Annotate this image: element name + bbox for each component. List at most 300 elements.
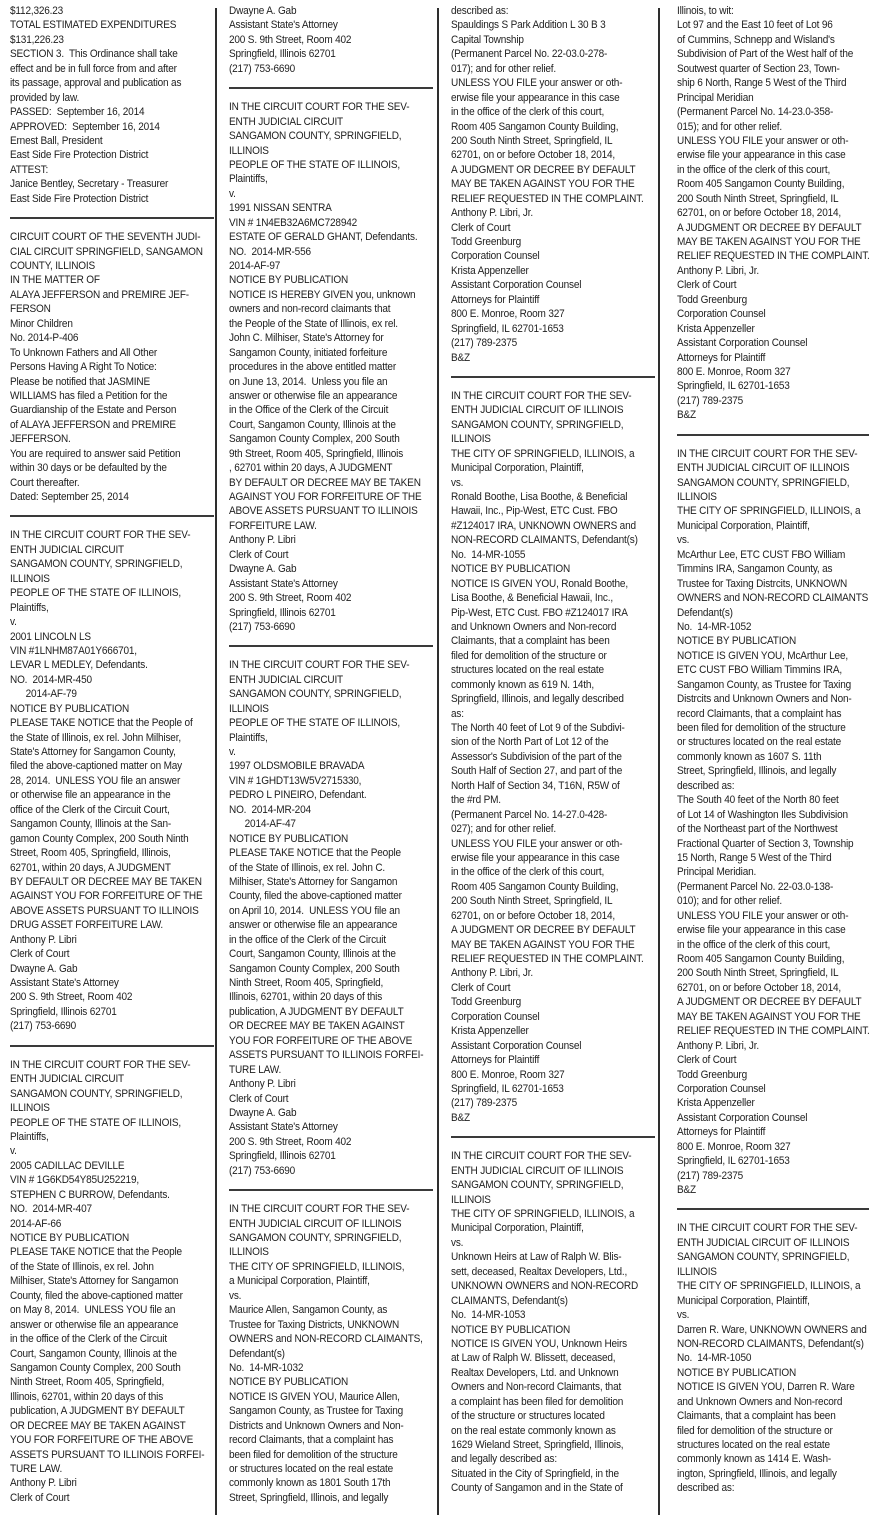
- notice-line: ILLINOIS: [229, 144, 269, 157]
- notice-line: ASSETS PURSUANT TO ILLINOIS FORFEI-: [10, 1448, 205, 1461]
- notice-line: 1997 OLDSMOBILE BRAVADA: [229, 760, 365, 773]
- notice-line: Municipal Corporation, Plaintiff,: [451, 1222, 584, 1235]
- notice-line: Springfield, Illinois 62701: [229, 1150, 336, 1163]
- notice-line: Defendant(s): [229, 1347, 285, 1360]
- notice-line: OR DECREE MAY BE TAKEN AGAINST: [229, 1020, 405, 1033]
- notice-line: 027); and for other relief.: [451, 823, 557, 836]
- notice-line: NOTICE BY PUBLICATION: [451, 1323, 571, 1336]
- notice-line: commonly known as 1801 South 17th: [229, 1477, 391, 1490]
- notice-line: 9th Street, Room 405, Springfield, Illinois: [229, 447, 404, 460]
- notice-line: of Cummins, Schnepp and Wisland's: [677, 33, 835, 46]
- notice-line: vs.: [677, 1309, 690, 1322]
- notice-line: RELIEF REQUESTED IN THE COMPLAINT.: [451, 192, 644, 205]
- notice-block: [451, 4, 657, 365]
- notice-line: Fractional Quarter of Section 3, Township: [677, 837, 854, 850]
- notice-line: ENTH JUDICIAL CIRCUIT: [10, 543, 125, 556]
- notice-line: Sangamon County, as Trustee for Taxing: [229, 1405, 404, 1418]
- notice-line: WILLIAMS has filed a Petition for the: [10, 389, 168, 402]
- notice-line: MAY BE TAKEN AGAINST YOU FOR THE: [451, 178, 635, 191]
- notice-line: Pip-West, ETC Cust. FBO #Z124017 IRA: [451, 606, 628, 619]
- notice-line: Assistant State's Attorney: [229, 19, 338, 32]
- notice-line: SANGAMON COUNTY, SPRINGFIELD,: [10, 558, 183, 571]
- notice-line: Soutwest quarter of Section 23, Town-: [677, 62, 840, 75]
- notice-line: ABOVE ASSETS PURSUANT TO ILLINOIS: [10, 904, 199, 917]
- notice-line: A JUDGMENT OR DECREE BY DEFAULT: [451, 163, 636, 176]
- notice-line: ATTEST:: [10, 163, 49, 176]
- notice-line: or otherwise file an appearance in the: [10, 789, 171, 802]
- notice-line: Sangamon County Complex, 200 South: [10, 1361, 181, 1374]
- notice-line: erwise file your appearance in this case: [677, 924, 846, 937]
- notice-line: $112,326.23: [10, 5, 64, 17]
- notice-line: Ronald Boothe, Lisa Boothe, & Beneficial: [451, 491, 628, 503]
- notice-line: Court, Sangamon County, Illinois at the: [10, 1347, 177, 1360]
- notice-line: sion of the North Part of Lot 12 of the: [451, 736, 609, 749]
- notice-line: PEOPLE OF THE STATE OF ILLINOIS,: [10, 587, 181, 600]
- notice-line: and legally described as:: [451, 1453, 557, 1466]
- notice-line: effect and be in full force from and after: [10, 62, 177, 75]
- notice-line: IN THE CIRCUIT COURT FOR THE SEV-: [677, 1222, 858, 1235]
- notice-block: [229, 658, 435, 1178]
- notice-line: OWNERS and NON-RECORD CLAIMANTS: [677, 592, 869, 605]
- notice-line: AGAINST YOU FOR FORFEITURE OF THE: [229, 491, 422, 503]
- notice-line: YOU FOR FORFEITURE OF THE ABOVE: [229, 1034, 413, 1047]
- notice-line: 28, 2014. UNLESS YOU file an answer: [10, 774, 181, 787]
- notice-line: BY DEFAULT OR DECREE MAY BE TAKEN: [10, 875, 202, 888]
- notice-line: Sangamon County Complex, 200 South: [229, 433, 400, 446]
- notice-line: filed for demolition of the structure or: [677, 1424, 833, 1437]
- notice-line: Please be notified that JASMINE: [10, 375, 150, 388]
- notice-line: Springfield, Illinois 62701: [229, 606, 336, 619]
- notice-line: Clerk of Court: [229, 1092, 289, 1105]
- notice-line: structures located on the real estate: [451, 664, 604, 677]
- notice-line: ILLINOIS: [229, 702, 269, 715]
- notice-line: Clerk of Court: [10, 1491, 70, 1504]
- notice-line: Subdivision of Part of the West half of the: [677, 48, 854, 61]
- notice-line: 200 South Ninth Street, Springfield, IL: [677, 967, 839, 980]
- notice-line: OWNERS and NON-RECORD CLAIMANTS,: [229, 1333, 423, 1346]
- notice-line: Anthony P. Libri, Jr.: [451, 967, 533, 980]
- notice-line: described as:: [677, 779, 735, 792]
- notice-line: Unknown Heirs at Law of Ralph W. Blis-: [451, 1251, 622, 1264]
- notice-line: v.: [10, 1145, 17, 1158]
- notice-line: Springfield, Illinois 62701: [229, 48, 336, 61]
- notice-line: Attorneys for Plaintiff: [677, 351, 766, 364]
- notice-line: Owners and Non-record Claimants, that: [451, 1381, 622, 1394]
- notice-line: Clerk of Court: [10, 948, 70, 961]
- column-divider-1: [215, 8, 217, 1515]
- notice-line: ENTH JUDICIAL CIRCUIT OF ILLINOIS: [677, 1236, 850, 1249]
- notice-line: YOU FOR FORFEITURE OF THE ABOVE: [10, 1434, 194, 1447]
- notice-line: Anthony P. Libri: [229, 1078, 296, 1091]
- notice-line: Milhiser, State's Attorney for Sangamon: [10, 1275, 179, 1288]
- notice-line: of ALAYA JEFFERSON and PREMIRE: [10, 418, 176, 431]
- notice-line: vs.: [677, 534, 690, 547]
- notice-line: NO. 2014-MR-204: [229, 803, 311, 816]
- notice-line: Spauldings S Park Addition L 30 B 3: [451, 19, 606, 32]
- notice-line: Maurice Allen, Sangamon County, as: [229, 1304, 388, 1317]
- notice-line: (217) 753-6690: [10, 1020, 77, 1033]
- notice-line: TOTAL ESTIMATED EXPENDITURES: [10, 19, 177, 32]
- notice-block: [229, 1202, 435, 1505]
- column-3: [451, 4, 657, 1496]
- notice-line: of the Northeast part of the Northwest: [677, 823, 838, 836]
- notice-line: in the office of the clerk of this court,: [451, 106, 605, 119]
- notice-line: 2001 LINCOLN LS: [10, 630, 91, 643]
- notice-line: v.: [229, 187, 236, 200]
- notice-line: (217) 789-2375: [677, 394, 744, 407]
- notice-line: A JUDGMENT OR DECREE BY DEFAULT: [451, 924, 636, 937]
- notice-line: Room 405 Sangamon County Building,: [451, 120, 619, 133]
- column-4: [677, 4, 871, 1496]
- notice-line: STEPHEN C BURROW, Defendants.: [10, 1188, 170, 1201]
- notice-line: MAY BE TAKEN AGAINST YOU FOR THE: [677, 236, 861, 248]
- notice-line: Principal Meridian: [677, 91, 754, 104]
- notice-line: record Claimants, that a complaint has: [677, 707, 842, 720]
- notice-line: IN THE CIRCUIT COURT FOR THE SEV-: [229, 659, 410, 672]
- notice-block: [677, 1221, 871, 1495]
- notice-line: The South 40 feet of the North 80 feet: [677, 794, 839, 807]
- notice-line: Corporation Counsel: [451, 1010, 540, 1023]
- notice-line: ENTH JUDICIAL CIRCUIT OF ILLINOIS: [229, 1217, 402, 1230]
- notice-line: Anthony P. Libri, Jr.: [677, 264, 759, 277]
- notice-line: a complaint has been filed for demolition: [451, 1395, 624, 1408]
- notice-line: Plaintiffs,: [229, 731, 268, 744]
- notice-line: NOTICE BY PUBLICATION: [677, 635, 797, 648]
- notice-line: (217) 753-6690: [229, 62, 296, 75]
- notice-line: in the office of the Clerk of the Circuit: [10, 1333, 167, 1346]
- notice-line: ETC CUST FBO William Timmins IRA,: [677, 664, 842, 677]
- notice-line: ENTH JUDICIAL CIRCUIT OF ILLINOIS: [451, 404, 624, 417]
- notice-line: Principal Meridian.: [677, 866, 757, 879]
- column-1: [10, 4, 216, 1505]
- notice-line: and Unknown Owners and Non-record: [677, 1395, 843, 1408]
- notice-line: v.: [229, 746, 236, 758]
- notice-line: VIN # 1N4EB32A6MC728942: [229, 216, 358, 229]
- notice-line: IN THE CIRCUIT COURT FOR THE SEV-: [229, 1203, 410, 1216]
- notice-line: Assessor's Subdivision of the part of the: [451, 750, 622, 763]
- notice-line: ESTATE OF GERALD GHANT, Defendants.: [229, 231, 418, 244]
- notice-line: Plaintiffs,: [10, 601, 49, 614]
- notice-line: #Z124017 IRA, UNKNOWN OWNERS and: [451, 519, 636, 532]
- notice-line: the People of the State of Illinois, ex rel.: [229, 317, 398, 330]
- notice-line: IN THE CIRCUIT COURT FOR THE SEV-: [10, 1058, 191, 1071]
- notice-line: DRUG ASSET FORFEITURE LAW.: [10, 919, 164, 932]
- notice-line: (217) 753-6690: [229, 1164, 296, 1177]
- notice-block: [677, 447, 871, 1198]
- notice-line: Dated: September 25, 2014: [10, 491, 129, 503]
- notice-line: of Lot 14 of Washington Iles Subdivision: [677, 808, 848, 821]
- notice-line: Krista Appenzeller: [677, 1097, 755, 1110]
- notice-line: Clerk of Court: [451, 221, 511, 234]
- notice-line: Trustee for Taxing Distrcits, UNKNOWN: [677, 577, 848, 590]
- notice-line: FORFEITURE LAW.: [229, 519, 317, 532]
- notice-line: (Permanent Parcel No. 14-23.0-358-: [677, 106, 834, 119]
- notice-line: Clerk of Court: [677, 1054, 737, 1067]
- notice-line: 200 S. 9th Street, Room 402: [10, 991, 133, 1004]
- notice-line: VIN # 1G6KD54Y85U252219,: [10, 1174, 139, 1187]
- notice-line: erwise file your appearance in this case: [451, 851, 620, 864]
- notice-line: Situated in the City of Springfield, in the: [451, 1467, 619, 1480]
- notice-line: Corporation Counsel: [451, 250, 540, 263]
- notice-line: Trustee for Taxing Districts, UNKNOWN: [229, 1318, 400, 1331]
- notice-line: No. 14-MR-1052: [677, 620, 752, 633]
- notice-line: Springfield, Illinois, and legally described: [451, 693, 624, 706]
- notice-line: commonly known as 1607 S. 11th: [677, 750, 822, 763]
- notice-line: Attorneys for Plaintiff: [451, 293, 540, 306]
- notice-line: B&Z: [451, 351, 470, 364]
- notice-line: SECTION 3. This Ordinance shall take: [10, 48, 178, 61]
- notice-line: 62701, within 20 days, A JUDGMENT: [10, 861, 171, 874]
- notice-line: No. 14-MR-1053: [451, 1309, 526, 1322]
- notice-line: Court, Sangamon County, Illinois at the: [229, 948, 396, 961]
- notice-line: procedures in the above entitled matter: [229, 361, 396, 374]
- notice-line: filed the above-captioned matter on May: [10, 760, 182, 773]
- notice-line: RELIEF REQUESTED IN THE COMPLAINT.: [677, 250, 870, 263]
- notice-line: been filed for demolition of the structure: [229, 1448, 398, 1461]
- notice-line: Milhiser, State's Attorney for Sangamon: [229, 875, 398, 888]
- notice-line: UNKNOWN OWNERS and NON-RECORD: [451, 1280, 639, 1293]
- notice-line: been filed for demolition of the structure: [677, 722, 846, 734]
- notice-line: VIN #1LNHM87A01Y666701,: [10, 644, 137, 657]
- notice-line: 62701, on or before October 18, 2014,: [451, 909, 616, 922]
- notice-line: Assistant Corporation Counsel: [451, 279, 582, 292]
- notice-line: ILLINOIS: [451, 433, 491, 446]
- notice-block: [229, 100, 435, 634]
- notice-line: on May 8, 2014. UNLESS YOU file an: [10, 1304, 176, 1317]
- notice-line: Anthony P. Libri: [10, 1477, 77, 1490]
- notice-line: OR DECREE MAY BE TAKEN AGAINST: [10, 1419, 186, 1432]
- notice-line: THE CITY OF SPRINGFIELD, ILLINOIS, a: [451, 447, 635, 460]
- notice-divider: [677, 434, 869, 436]
- notice-line: B&Z: [677, 409, 696, 422]
- notice-line: Springfield, Illinois 62701: [10, 1005, 117, 1018]
- notice-line: County, filed the above-captioned matter: [10, 1289, 183, 1302]
- notice-line: VIN # 1GHDT13W5V2715330,: [229, 774, 362, 787]
- notice-line: A JUDGMENT OR DECREE BY DEFAULT: [677, 221, 862, 234]
- notice-line: SANGAMON COUNTY, SPRINGFIELD,: [451, 1179, 624, 1192]
- notice-line: ILLINOIS: [229, 1246, 269, 1259]
- notice-line: PASSED: September 16, 2014: [10, 106, 145, 119]
- notice-line: Illinois, 62701, within 20 days of this: [229, 991, 383, 1004]
- notice-line: NOTICE BY PUBLICATION: [10, 1232, 130, 1244]
- notice-line: as:: [451, 707, 464, 720]
- notice-line: ENTH JUDICIAL CIRCUIT OF ILLINOIS: [677, 462, 850, 475]
- notice-line: within 30 days or be defaulted by the: [10, 462, 167, 475]
- notice-line: gamon County Complex, 200 South Ninth: [10, 832, 189, 845]
- notice-line: 800 E. Monroe, Room 327: [451, 1068, 565, 1081]
- notice-line: THE CITY OF SPRINGFIELD, ILLINOIS, a: [677, 505, 861, 518]
- notice-line: NON-RECORD CLAIMANTS, Defendant(s): [677, 1337, 864, 1350]
- notice-line: 200 S. 9th Street, Room 402: [229, 592, 352, 605]
- notice-line: Krista Appenzeller: [451, 1025, 529, 1038]
- notice-line: at Law of Ralph W. Blissett, deceased,: [451, 1352, 616, 1365]
- notice-line: Krista Appenzeller: [451, 264, 529, 277]
- notice-line: 2014-AF-97: [229, 260, 281, 272]
- notice-line: Corporation Counsel: [677, 308, 766, 321]
- notice-line: NOTICE IS GIVEN YOU, Ronald Boothe,: [451, 577, 628, 590]
- notice-line: Todd Greenburg: [677, 1068, 747, 1081]
- notice-line: UNLESS YOU FILE your answer or oth-: [677, 909, 849, 922]
- notice-divider: [10, 217, 214, 219]
- notice-line: Lot 97 and the East 10 feet of Lot 96: [677, 19, 833, 32]
- notice-line: Hawaii, Inc., Pip-West, ETC Cust. FBO: [451, 505, 618, 518]
- notice-line: State's Attorney for Sangamon County,: [10, 746, 176, 758]
- notice-line: Springfield, IL 62701-1653: [677, 1155, 790, 1168]
- notice-line: Dwayne A. Gab: [10, 962, 78, 975]
- notice-line: Court, Sangamon County, Illinois at the: [229, 418, 396, 431]
- notice-line: $131,226.23: [10, 33, 64, 46]
- notice-line: Street, Springfield, Illinois, and legally: [229, 1491, 389, 1504]
- notice-line: COUNTY, ILLINOIS: [10, 260, 96, 272]
- notice-line: 15 North, Range 5 West of the Third: [677, 851, 832, 864]
- notice-line: AGAINST YOU FOR FORFEITURE OF THE: [10, 890, 203, 903]
- notice-line: South Half of Section 27, and part of the: [451, 765, 623, 778]
- notice-line: NOTICE BY PUBLICATION: [451, 563, 571, 576]
- notice-line: SANGAMON COUNTY, SPRINGFIELD,: [229, 1232, 402, 1244]
- notice-divider: [229, 87, 433, 89]
- notice-line: NOTICE BY PUBLICATION: [229, 832, 349, 845]
- notice-block: [10, 1058, 216, 1506]
- notice-divider: [451, 1136, 655, 1138]
- notice-line: IN THE MATTER OF: [10, 274, 100, 287]
- notice-block: [10, 4, 216, 206]
- notice-line: Assistant Corporation Counsel: [677, 337, 808, 350]
- notice-line: NOTICE BY PUBLICATION: [229, 274, 349, 287]
- notice-line: Springfield, IL 62701-1653: [451, 322, 564, 335]
- notice-line: (Permanent Parcel No. 22-03.0-138-: [677, 880, 834, 893]
- notice-line: SANGAMON COUNTY, SPRINGFIELD,: [677, 1251, 850, 1264]
- notice-line: commonly known as 1414 E. Wash-: [677, 1453, 832, 1466]
- notice-line: PEOPLE OF THE STATE OF ILLINOIS,: [229, 158, 400, 171]
- notice-line: ENTH JUDICIAL CIRCUIT OF ILLINOIS: [451, 1164, 624, 1177]
- notice-line: owners and non-record claimants that: [229, 303, 391, 316]
- notice-line: RELIEF REQUESTED IN THE COMPLAINT.: [451, 953, 644, 965]
- notice-line: answer or otherwise file an appearance: [229, 919, 398, 932]
- notice-line: No. 14-MR-1050: [677, 1352, 752, 1365]
- notice-divider: [451, 376, 655, 378]
- notice-line: Springfield, IL 62701-1653: [677, 380, 790, 393]
- notice-line: NOTICE BY PUBLICATION: [10, 702, 130, 715]
- notice-line: 800 E. Monroe, Room 327: [451, 308, 565, 321]
- notice-line: or structures located on the real estate: [677, 736, 842, 749]
- notice-block: [10, 230, 216, 504]
- notice-line: vs.: [451, 1236, 464, 1249]
- notice-line: NO. 2014-MR-407: [10, 1203, 92, 1216]
- notice-line: ENTH JUDICIAL CIRCUIT: [229, 115, 344, 128]
- notice-line: Anthony P. Libri: [10, 933, 77, 946]
- notice-line: of the structure or structures located: [451, 1410, 605, 1423]
- notice-line: on June 13, 2014. Unless you file an: [229, 375, 388, 388]
- notice-line: the State of Illinois, ex rel. John Milhiser,: [10, 731, 181, 744]
- notice-line: IN THE CIRCUIT COURT FOR THE SEV-: [677, 447, 858, 460]
- notice-line: MAY BE TAKEN AGAINST YOU FOR THE: [677, 1010, 861, 1023]
- notice-line: NOTICE BY PUBLICATION: [677, 1366, 797, 1379]
- notice-line: on the real estate commonly known as: [451, 1424, 616, 1437]
- notice-line: APPROVED: September 16, 2014: [10, 120, 160, 133]
- notice-line: 62701, on or before October 18, 2014,: [677, 981, 842, 994]
- notice-line: Plaintiffs,: [229, 173, 268, 186]
- notice-line: erwise file your appearance in this case: [677, 149, 846, 162]
- notice-line: Assistant Corporation Counsel: [451, 1039, 582, 1052]
- notice-line: THE CITY OF SPRINGFIELD, ILLINOIS,: [229, 1260, 405, 1273]
- notice-line: Sangamon County, initiated forfeiture: [229, 346, 388, 359]
- notice-line: IN THE CIRCUIT COURT FOR THE SEV-: [10, 529, 191, 542]
- notice-line: FERSON: [10, 303, 51, 316]
- notice-line: MAY BE TAKEN AGAINST YOU FOR THE: [451, 938, 635, 951]
- notice-block: [10, 528, 216, 1033]
- notice-line: structures located on the real estate: [677, 1439, 830, 1451]
- notice-line: You are required to answer said Petition: [10, 447, 181, 460]
- notice-line: NOTICE IS HEREBY GIVEN you, unknown: [229, 288, 416, 301]
- notice-line: IN THE CIRCUIT COURT FOR THE SEV-: [451, 1150, 632, 1163]
- notice-line: Ernest Ball, President: [10, 134, 103, 147]
- notice-line: office of the Clerk of the Circuit Court,: [10, 803, 170, 816]
- notice-line: ASSETS PURSUANT TO ILLINOIS FORFEI-: [229, 1049, 424, 1062]
- notice-line: provided by law.: [10, 91, 80, 104]
- notice-line: Municipal Corporation, Plaintiff,: [677, 1294, 810, 1307]
- notice-line: Anthony P. Libri, Jr.: [451, 207, 533, 220]
- notice-line: of the State of Illinois, ex rel. John C.: [229, 861, 386, 874]
- notice-line: UNLESS YOU FILE your answer or oth-: [677, 134, 849, 147]
- notice-line: v.: [10, 616, 17, 629]
- column-divider-2: [437, 8, 439, 1515]
- notice-line: answer or otherwise file an appearance: [10, 1318, 179, 1331]
- column-2: [229, 4, 435, 1505]
- notice-line: Ninth Street, Room 405, Springfield,: [10, 1376, 165, 1389]
- notice-divider: [229, 1189, 433, 1191]
- notice-line: UNLESS YOU FILE your answer or oth-: [451, 837, 623, 850]
- notice-line: vs.: [229, 1289, 242, 1302]
- notice-line: of the State of Illinois, ex rel. John: [10, 1260, 154, 1273]
- notice-line: 62701, on or before October 18, 2014,: [677, 207, 842, 220]
- notice-line: in the office of the clerk of this court,: [677, 938, 831, 951]
- notice-line: B&Z: [451, 1111, 470, 1124]
- notice-line: Distrcits and Unknown Owners and Non-: [677, 693, 852, 706]
- notice-line: Illinois, 62701, within 20 days of this: [10, 1390, 164, 1403]
- notice-line: (Permanent Parcel No. 14-27.0-428-: [451, 808, 608, 821]
- notice-line: North Half of Section 34, T16N, R5W of: [451, 779, 620, 792]
- notice-line: No. 14-MR-1055: [451, 548, 526, 561]
- notice-line: CIRCUIT COURT OF THE SEVENTH JUDI-: [10, 231, 201, 244]
- notice-line: NOTICE IS GIVEN YOU, McArthur Lee,: [677, 649, 848, 662]
- notice-line: 2014-AF-47: [229, 818, 296, 831]
- notice-line: described as:: [677, 1482, 735, 1495]
- notice-line: NOTICE IS GIVEN YOU, Darren R. Ware: [677, 1381, 855, 1394]
- notice-line: Clerk of Court: [229, 548, 289, 561]
- notice-line: SANGAMON COUNTY, SPRINGFIELD,: [229, 688, 402, 701]
- notice-line: Street, Room 405, Springfield, Illinois,: [10, 847, 171, 860]
- notice-line: (217) 789-2375: [451, 337, 518, 350]
- notice-line: (217) 789-2375: [677, 1169, 744, 1182]
- notice-line: in the Office of the Clerk of the Circuit: [229, 404, 389, 417]
- notice-line: NOTICE BY PUBLICATION: [229, 1376, 349, 1389]
- notice-line: Corporation Counsel: [677, 1082, 766, 1095]
- notice-line: UNLESS YOU FILE your answer or oth-: [451, 77, 623, 90]
- notice-line: Guardianship of the Estate and Person: [10, 404, 177, 417]
- notice-line: Street, Springfield, Illinois, and legally: [677, 765, 837, 778]
- notice-line: THE CITY OF SPRINGFIELD, ILLINOIS, a: [677, 1280, 861, 1293]
- notice-line: Claimants, that a complaint has been: [451, 635, 610, 648]
- notice-block: [229, 4, 435, 76]
- notice-line: in the office of the Clerk of the Circuit: [229, 933, 386, 946]
- notice-line: 800 E. Monroe, Room 327: [677, 1140, 791, 1153]
- notice-line: IN THE CIRCUIT COURT FOR THE SEV-: [451, 389, 632, 402]
- notice-line: filed for demolition of the structure or: [451, 649, 607, 662]
- notice-line: LEVAR L MEDLEY, Defendants.: [10, 659, 148, 672]
- notice-line: PLEASE TAKE NOTICE that the People: [10, 1246, 182, 1259]
- notice-line: Districts and Unknown Owners and Non-: [229, 1419, 404, 1432]
- notice-line: Illinois, to wit:: [677, 5, 734, 17]
